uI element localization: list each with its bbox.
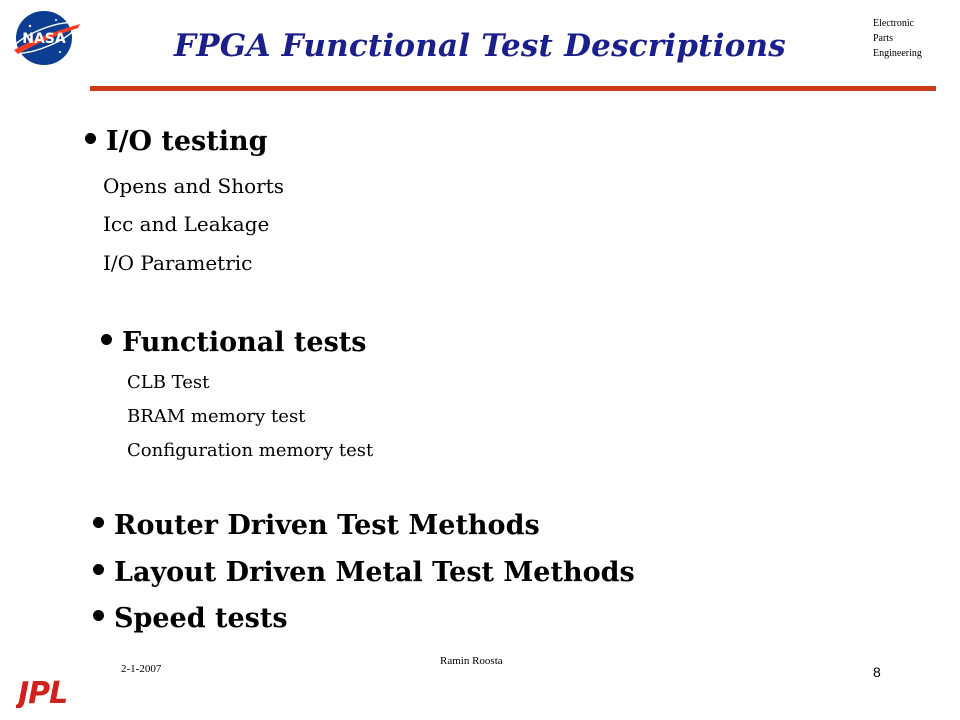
department-line: Electronic: [873, 18, 915, 29]
page-number: 8: [873, 664, 881, 680]
department-line: Engineering: [873, 48, 922, 59]
svg-text:JPL: JPL: [18, 676, 68, 708]
sub-item: Opens and Shorts: [103, 174, 284, 198]
footer-date: 2-1-2007: [121, 663, 162, 675]
slide-title-text: FPGA Functional Test Descriptions: [174, 28, 786, 64]
bullet-heading-router-driven: Router Driven Test Methods: [93, 510, 540, 541]
department-line: Parts: [873, 33, 893, 44]
footer-author: Ramin Roosta: [440, 655, 503, 667]
sub-item: Icc and Leakage: [103, 212, 270, 236]
slide-title: [0, 28, 960, 64]
sub-item: Configuration memory test: [127, 440, 374, 461]
bullet-heading-io-testing: I/O testing: [85, 126, 268, 157]
sub-item: I/O Parametric: [103, 251, 253, 275]
bullet-heading-speed-tests: Speed tests: [93, 603, 288, 634]
sub-item: CLB Test: [127, 372, 210, 393]
bullet-dot: [93, 517, 104, 528]
bullet-heading-layout-driven: Layout Driven Metal Test Methods: [93, 557, 635, 588]
bullet-dot: [101, 334, 112, 345]
bullet-heading-functional-tests: Functional tests: [101, 327, 366, 358]
bullet-dot: [93, 564, 104, 575]
bullet-dot: [85, 133, 96, 144]
bullet-dot: [93, 610, 104, 621]
department-label: [873, 16, 922, 61]
title-divider: [90, 86, 936, 91]
jpl-logo: [16, 674, 80, 708]
svg-text:NASA: NASA: [22, 31, 66, 47]
sub-item: BRAM memory test: [127, 406, 306, 427]
